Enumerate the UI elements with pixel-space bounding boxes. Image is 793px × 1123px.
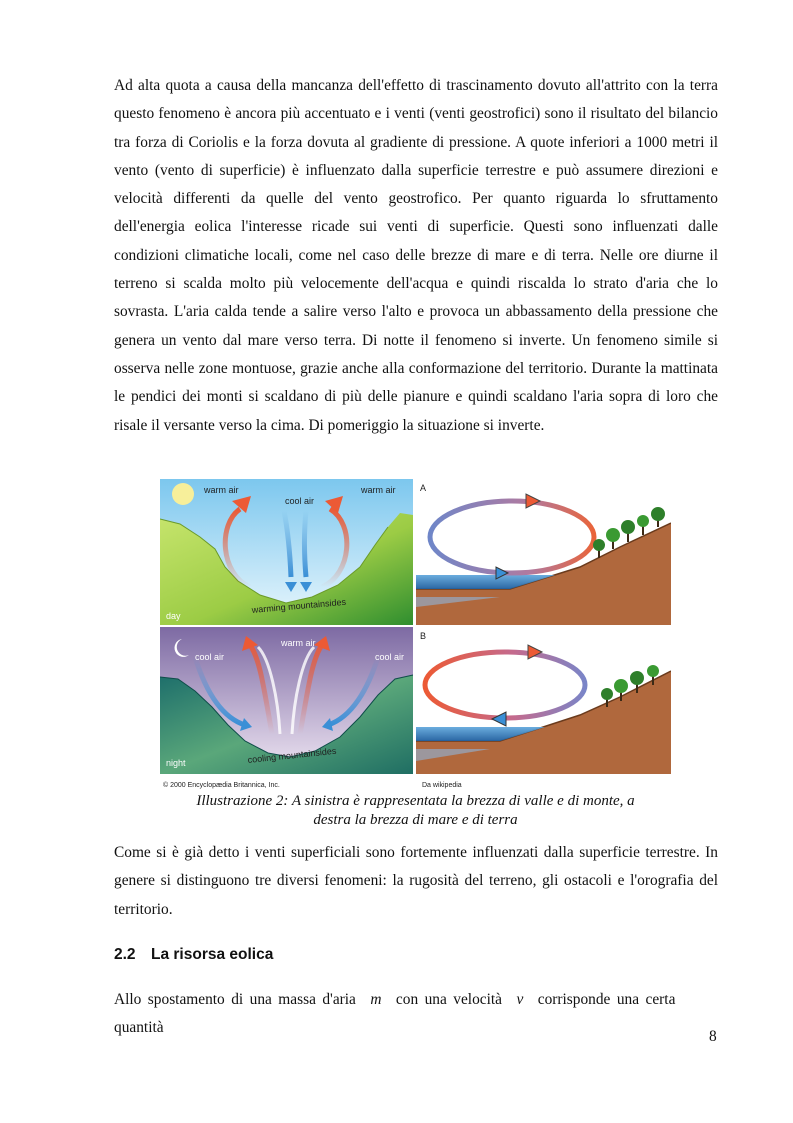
caption-line-1: Illustrazione 2: A sinistra è rappresentata la brezza di valle e di monte, a — [196, 793, 635, 809]
sea-panel-a-label: A — [420, 483, 427, 493]
day-warm-air-right-label: warm air — [361, 485, 396, 495]
britannica-credit: © 2000 Encyclopædia Britannica, Inc. — [163, 782, 280, 789]
sea-panel-b-label: B — [420, 631, 427, 641]
section-number: 2.2 — [114, 946, 136, 963]
wind-illustration — [160, 479, 671, 792]
caption-line-2: destra la brezza di mare e di terra — [313, 812, 518, 828]
day-tag-label: day — [166, 611, 181, 621]
paragraph3-middle: con una velocità — [395, 991, 502, 1008]
wikipedia-credit: Da wikipedia — [422, 782, 462, 789]
day-cool-air-label: cool air — [285, 496, 315, 506]
figure-caption — [160, 792, 671, 830]
variable-m: m — [370, 991, 382, 1008]
night-tag-label: night — [166, 758, 186, 768]
illustration-svg — [160, 479, 671, 792]
warming-mountainsides-label: warming mountainsides — [251, 596, 347, 615]
night-cool-air-left-label: cool air — [195, 652, 225, 662]
page-number: 8 — [709, 1028, 717, 1045]
variable-v: v — [516, 991, 524, 1008]
section-title: La risorsa eolica — [151, 946, 274, 963]
paragraph3-before: Allo spostamento di una massa d'aria — [114, 991, 356, 1008]
body-paragraph-2: Come si è già detto i venti superficiali sono fortemente influenzati dalla superficie terrestre. In genere si distinguono tre diversi fenomeni: la rugosità del terreno, gli ostacoli e l'orografia del territorio. — [114, 844, 718, 918]
night-warm-air-label: warm air — [281, 638, 316, 648]
day-warm-air-left-label: warm air — [204, 485, 239, 495]
day-valley-panel — [160, 479, 413, 625]
sea-breeze-panel-a — [416, 479, 671, 625]
night-valley-panel — [160, 627, 413, 774]
sea-breeze-panel-b — [416, 627, 671, 774]
night-cool-air-right-label: cool air — [375, 652, 405, 662]
body-paragraph-1: Ad alta quota a causa della mancanza dell'effetto di trascinamento dovuto all'attrito con la terra questo fenomeno è ancora più accentuato e i venti (venti geostrofici) sono il risultato del bilancio tra forza di Coriolis e la forza dovuta al gradiente di pressione. A quote inferiori a 1000 metri il vento (vento di superficie) è influenzato dalla superficie terrestre e può assumere direzioni e velocità differenti da quelle del vento geostrofico. Per quanto riguarda lo sfruttamento dell'energia eolica l'interesse ricade sui venti di superficie. Questi sono influenzati dalle condizioni climatiche locali, come nel caso delle brezze di mare e di terra. Nelle ore diurne il terreno si scalda molto più velocemente dell'acqua e quindi riscalda lo strato d'aria che lo sovrasta. L'aria calda tende a salire verso l'alto e provoca un abbassamento della pressione che genera un vento dal mare verso terra. Di notte il fenomeno si inverte. Un fenomeno simile si osserva nelle zone montuose, grazie anche alla conformazione del territorio. Durante la mattinata le pendici dei monti si scaldano di più delle pianure e quindi scaldano l'aria sopra di loro che risale il versante verso la cima. Di pomeriggio la situazione si inverte. — [114, 77, 718, 434]
body-paragraph-3 — [114, 986, 724, 1043]
sun-icon — [172, 483, 194, 505]
section-heading — [114, 946, 273, 964]
paragraph3-after: corrisponde una certa quantità — [114, 991, 676, 1037]
cooling-mountainsides-label: cooling mountainsides — [247, 745, 337, 765]
